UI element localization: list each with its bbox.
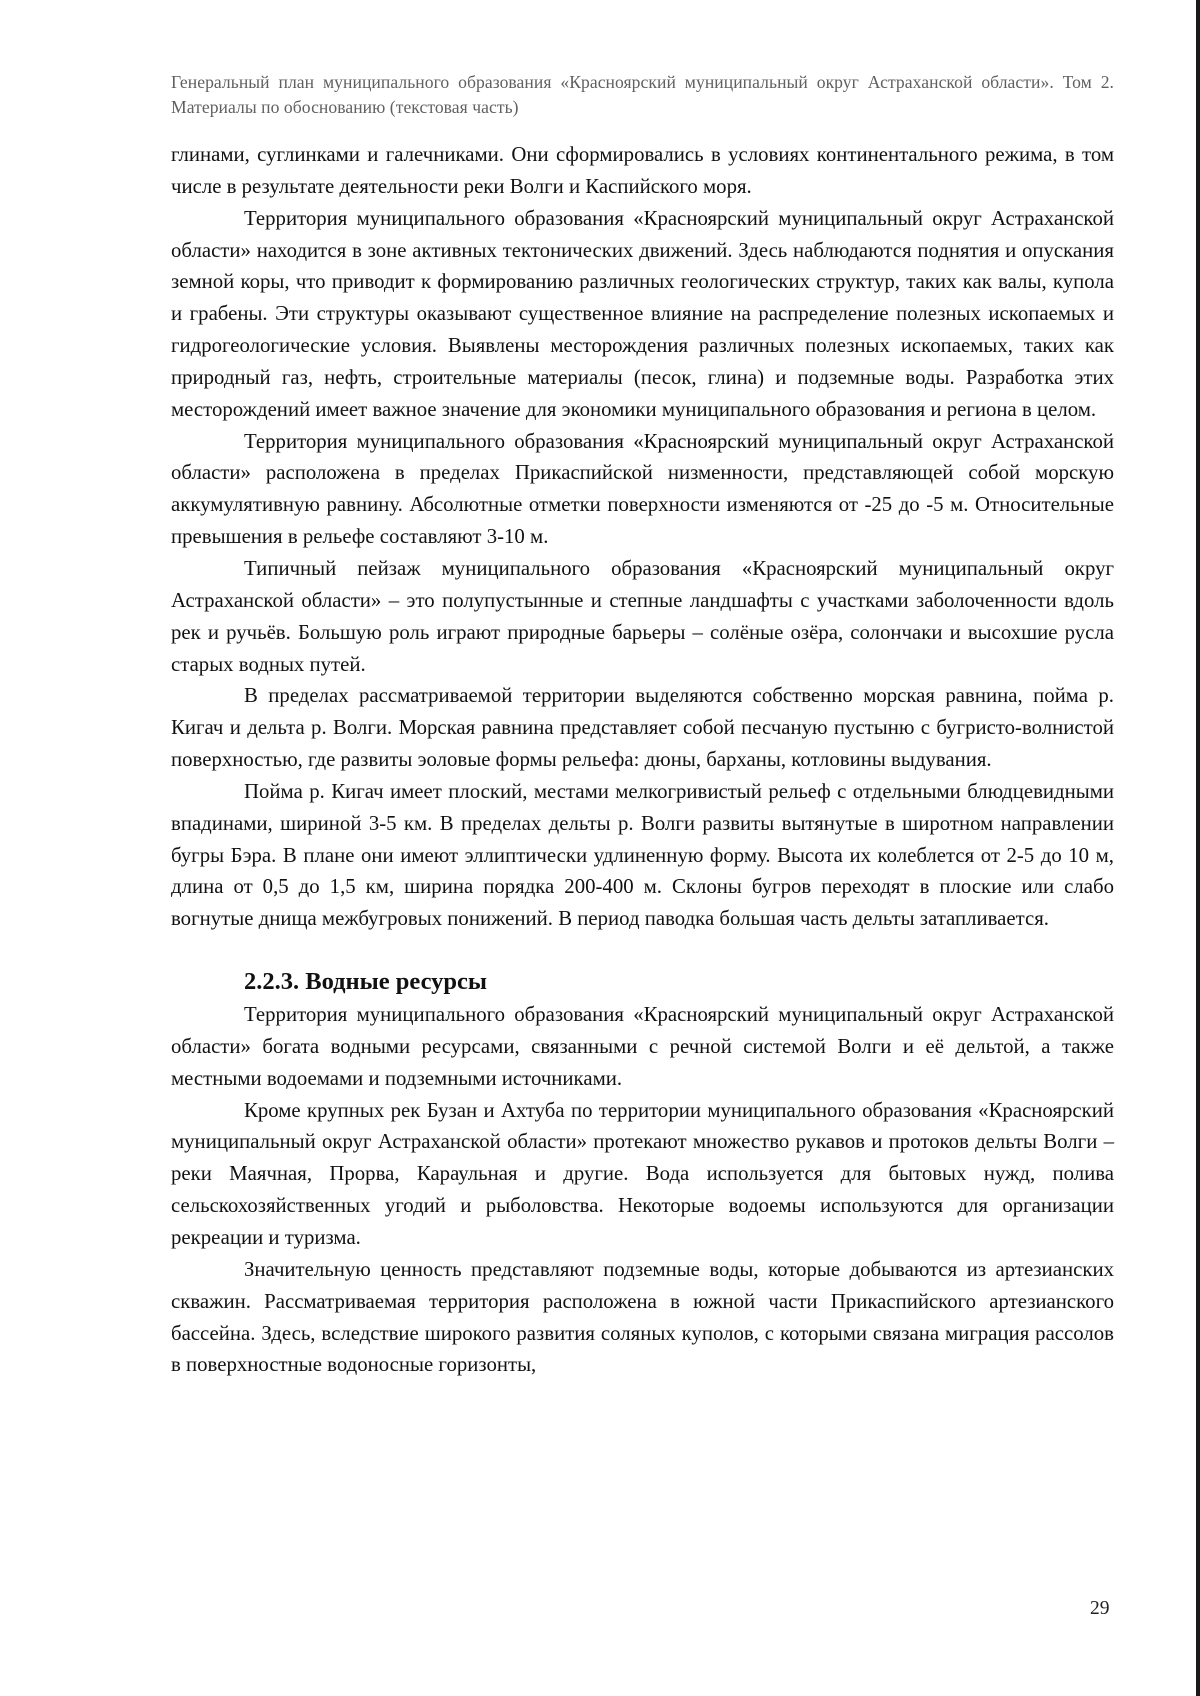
section-heading-water-resources: 2.2.3. Водные ресурсы: [244, 968, 488, 996]
paragraph-water-overview: Территория муниципального образования «Красноярский муниципальный округ Астраханской области» богата водными ресурсами, связанными с речной системой Волги и её дельтой, а также местными водоемами и подземными источниками.: [171, 1003, 1114, 1090]
paragraph-floodplain: Пойма р. Кигач имеет плоский, местами мелкогривистый рельеф с отдельными блюдцевидными впадинами, шириной 3-5 км. В пределах дельты р. Волги развиты вытянутые в широтном направлении бугры Бэра. В плане они имеют эллиптически удлиненную форму. Высота их колеблется от 2-5 до 10 м, длина от 0,5 до 1,5 км, ширина порядка 200-400 м. Склоны бугров переходят в плоские или слабо вогнутые днища межбугровых понижений. В период паводка большая часть дельты затапливается.: [171, 779, 1114, 931]
paragraph-plain: В пределах рассматриваемой территории выделяются собственно морская равнина, пойма р. Кигач и дельта р. Волги. Морская равнина представляет собой песчаную пустыню с бугристо-волнистой поверхностью, где развиты эоловые формы рельефа: дюны, барханы, котловины выдувания.: [171, 684, 1114, 772]
paragraph-relief: Территория муниципального образования «Красноярский муниципальный округ Астраханской области» расположена в пределах Прикаспийской низменности, представляющей собой морскую аккумулятивную равнину. Абсолютные отметки поверхности изменяются от -25 до -5 м. Относительные превышения в рельефе составляют 3-10 м.: [171, 429, 1114, 549]
paragraph-continuation: глинами, суглинками и галечниками. Они сформировались в условиях континентального режима, в том числе в результате деятельности реки Волги и Каспийского моря.: [171, 143, 1114, 198]
paragraph-tectonics: Территория муниципального образования «Красноярский муниципальный округ Астраханской области» находится в зоне активных тектонических движений. Здесь наблюдаются поднятия и опускания земной коры, что приводит к формированию различных геологических структур, таких как валы, купола и грабены. Эти структуры оказывают существенное влияние на распределение полезных ископаемых и гидрогеологические условия. Выявлены месторождения различных полезных ископаемых, таких как природный газ, нефть, строительные материалы (песок, глина) и подземные воды. Разработка этих месторождений имеет важное значение для экономики муниципального образования и региона в целом.: [171, 206, 1114, 421]
running-header: Генеральный план муниципального образования «Красноярский муниципальный округ Астраханской области». Том 2. Материалы по обоснованию (текстовая часть): [171, 72, 1114, 117]
paragraph-groundwater: Значительную ценность представляют подземные воды, которые добываются из артезианских скважин. Рассматриваемая территория расположена в южной части Прикаспийского артезианского бассейна. Здесь, вследствие широкого развития соляных куполов, с которыми связана миграция рассолов в поверхностные водоносные горизонты,: [171, 1257, 1114, 1377]
paragraph-rivers: Кроме крупных рек Бузан и Ахтуба по территории муниципального образования «Красноярский муниципальный округ Астраханской области» протекают множество рукавов и протоков дельты Волги – реки Маячная, Прорва, Караульная и другие. Вода используется для бытовых нужд, полива сельскохозяйственных угодий и рыболовства. Некоторые водоемы используются для организации рекреации и туризма.: [171, 1098, 1114, 1249]
page-edge-border: [1196, 0, 1200, 1696]
paragraph-landscape: Типичный пейзаж муниципального образования «Красноярский муниципальный округ Астраханской области» – это полупустынные и степные ландшафты с участками заболоченности вдоль рек и ручьёв. Большую роль играют природные барьеры – солёные озёра, солончаки и высохшие русла старых водных путей.: [171, 556, 1114, 676]
body-text: [171, 139, 1114, 1381]
page-number: 29: [1090, 1598, 1110, 1619]
